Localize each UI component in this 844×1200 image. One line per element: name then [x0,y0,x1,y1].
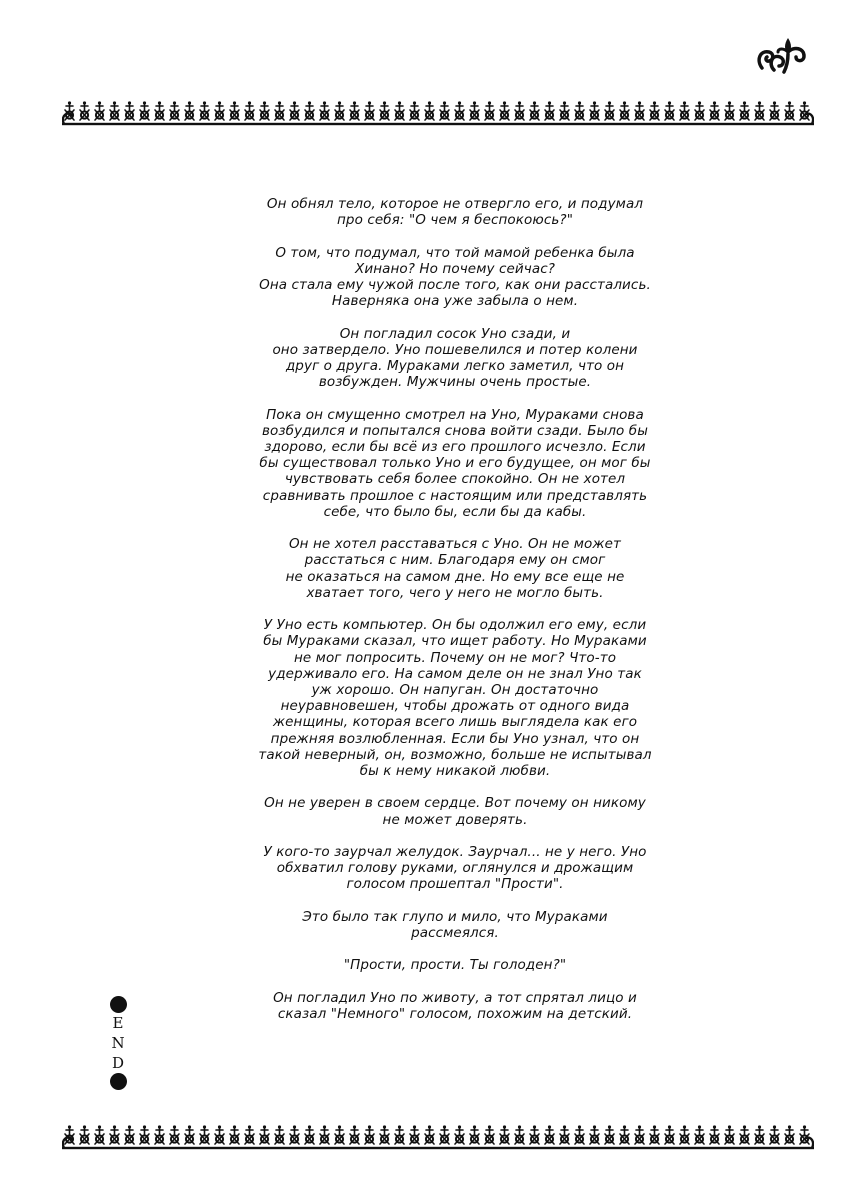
text-line: не может доверять. [382,811,528,828]
text-line: не оказаться на самом дне. Но ему все еще не [285,568,625,585]
text-line: Хинано? Но почему сейчас? [354,260,556,277]
text-line: бы существовал только Уно и его будущее, он мог бы [259,455,651,472]
text-line: друг о друга. Мураками легко заметил, что он [285,358,625,374]
end-letter-d: D [111,1054,125,1072]
end-dot-top [110,996,127,1013]
paragraph [215,990,695,1022]
text-line: бы Мураками сказал, что ищет работу. Но Мураками [263,633,647,650]
paragraph [215,326,695,391]
text-line: У кого-то заурчал желудок. Заурчал... не у него. Уно [263,844,647,861]
text-line: Он не хотел расставаться с Уно. Он не может [288,536,622,553]
text-line: Он погладил Уно по животу, а тот спрятал лицо и [273,989,637,1006]
text-line: "Прости, прости. Ты голоден?" [343,957,567,974]
text-line: У Уно есть компьютер. Он бы одолжил его ему, если [263,617,647,634]
paragraph [215,795,695,827]
paragraph [215,536,695,601]
text-line: здорово, если бы всё из его прошлого исчезло. Если [264,439,646,455]
paragraph [215,196,695,228]
paragraph [215,909,695,941]
end-dot-bottom [110,1073,127,1090]
end-letter-e: E [112,1014,124,1032]
paragraph [215,617,695,779]
text-line: чувствовать себя более спокойно. Он не хотел [284,471,626,488]
text-line: возбужден. Мужчины очень простые. [318,374,592,391]
text-line: про себя: "О чем я беспокоюсь?" [336,212,574,229]
text-line: хватает того, чего у него не могло быть. [306,584,604,601]
text-line: оно затвердело. Уно пошевелился и потер колени [272,341,638,358]
text-line: Наверняка она уже забыла о нем. [331,293,579,310]
paragraph [215,844,695,893]
text-line: неуравновешен, чтобы дрожать от одного вида [280,698,630,715]
text-line: бы к нему никакой любви. [359,763,551,780]
text-line: не мог попросить. Почему он не мог? Что-то [293,649,617,666]
paragraph [215,245,695,310]
end-letter-n: N [111,1034,125,1052]
text-line: О том, что подумал, что той мамой ребенка была [275,244,635,261]
text-line: уж хорошо. Он напуган. Он достаточно [311,682,599,699]
text-line: Это было так глупо и мило, что Мураками [302,908,608,925]
text-line: Он погладил сосок Уно сзади, и [339,325,571,342]
text-line: голосом прошептал "Прости". [346,876,564,893]
text-line: сравнивать прошлое с настоящим или представлять [262,487,648,504]
text-line: себе, что было бы, если бы да кабы. [323,503,587,520]
story-text [215,196,695,1038]
text-line: Он не уверен в своем сердце. Вот почему он никому [264,795,646,812]
text-line: Он обнял тело, которое не отвергло его, и подумал [266,196,644,212]
text-line: такой неверный, он, возможно, больше не испытывал [258,746,652,763]
paragraph [215,957,695,973]
text-line: возбудился и попытался снова войти сзади. Было бы [261,422,648,439]
end-marker [106,996,130,1102]
text-line: рассмеялся. [411,925,499,942]
text-line: обхватил голову руками, оглянулся и дрожащим [276,860,634,877]
lace-border-icon [62,100,814,130]
text-line: расстаться с ним. Благодаря ему он смог [304,552,606,569]
lace-border-icon [62,1124,814,1154]
text-line: женщины, которая всего лишь выглядела как его [272,714,638,731]
text-line: сказал "Немного" голосом, похожим на детский. [277,1006,633,1022]
text-line: удерживало его. На самом деле он не знал Уно так [268,665,642,682]
text-line: Пока он смущенно смотрел на Уно, Мураками снова [266,406,644,423]
text-line: Она стала ему чужой после того, как они расстались. [259,277,651,293]
text-line: прежняя возлюбленная. Если бы Уно узнал, что он [270,730,640,747]
paragraph [215,407,695,520]
fleur-flourish-icon [754,30,814,80]
